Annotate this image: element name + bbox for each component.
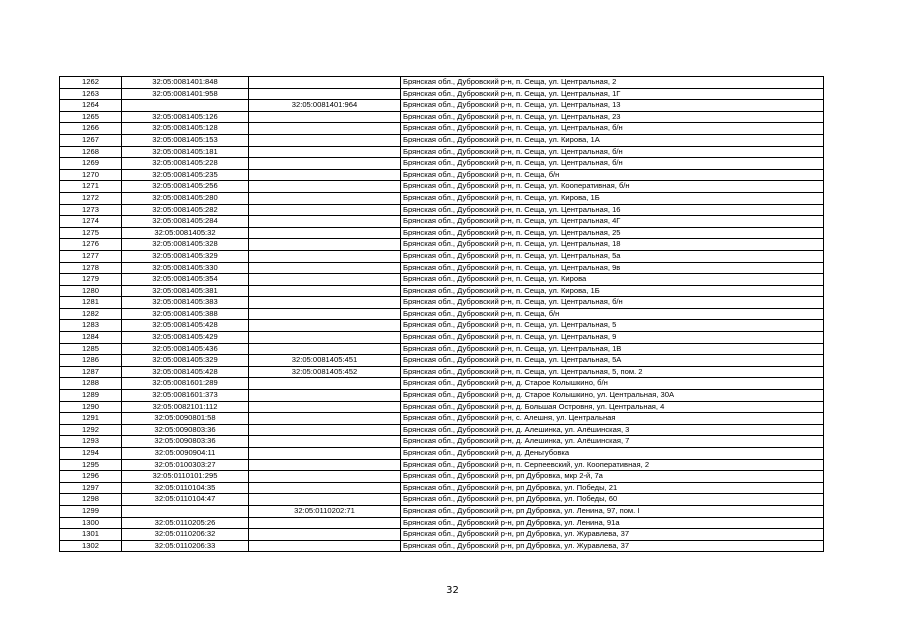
table-row [60,343,824,355]
cadastral-number-cell [122,100,249,112]
address-cell: Брянская обл., Дубровский р-н, п. Сеща, ул. Кирова, 1А [401,134,824,146]
row-number-cell: 1264 [60,100,122,112]
second-cadastral-number-cell [249,169,401,181]
address-cell: Брянская обл., Дубровский р-н, рп Дубровка, ул. Ленина, 91а [401,517,824,529]
cadastral-number-cell: 32:05:0081405:235 [122,169,249,181]
second-cadastral-number-cell: 32:05:0081401:964 [249,100,401,112]
second-cadastral-number-cell [249,448,401,460]
address-cell: Брянская обл., Дубровский р-н, д. Алешинка, ул. Алёшинская, 3 [401,424,824,436]
second-cadastral-number-cell [249,123,401,135]
second-cadastral-number-cell [249,540,401,552]
table-row [60,77,824,89]
table-row [60,517,824,529]
second-cadastral-number-cell [249,274,401,286]
table-row [60,494,824,506]
second-cadastral-number-cell [249,88,401,100]
second-cadastral-number-cell [249,482,401,494]
address-cell: Брянская обл., Дубровский р-н, п. Сеща, ул. Центральная, 1Г [401,88,824,100]
address-cell: Брянская обл., Дубровский р-н, п. Сеща, ул. Кирова [401,274,824,286]
table-row [60,424,824,436]
cadastral-number-cell: 32:05:0090803:36 [122,436,249,448]
table-row [60,390,824,402]
table-row [60,320,824,332]
table-row [60,332,824,344]
row-number-cell: 1300 [60,517,122,529]
address-cell: Брянская обл., Дубровский р-н, п. Сеща, ул. Центральная, б/н [401,297,824,309]
row-number-cell: 1294 [60,448,122,460]
cadastral-number-cell: 32:05:0081405:328 [122,239,249,251]
row-number-cell: 1299 [60,505,122,517]
address-cell: Брянская обл., Дубровский р-н, п. Сеща, ул. Центральная, 9в [401,262,824,274]
table-row [60,274,824,286]
second-cadastral-number-cell [249,436,401,448]
table-row [60,540,824,552]
address-cell: Брянская обл., Дубровский р-н, рп Дубровка, ул. Победы, 60 [401,494,824,506]
row-number-cell: 1281 [60,297,122,309]
row-number-cell: 1273 [60,204,122,216]
row-number-cell: 1285 [60,343,122,355]
address-cell: Брянская обл., Дубровский р-н, п. Сеща, ул. Центральная, 23 [401,111,824,123]
cadastral-number-cell: 32:05:0081405:354 [122,274,249,286]
row-number-cell: 1265 [60,111,122,123]
cadastral-number-cell: 32:05:0081405:329 [122,250,249,262]
table-row [60,134,824,146]
row-number-cell: 1262 [60,77,122,89]
cadastral-number-cell: 32:05:0110104:47 [122,494,249,506]
table-row [60,239,824,251]
table-row [60,216,824,228]
address-cell: Брянская обл., Дубровский р-н, п. Сеща, ул. Кирова, 1Б [401,192,824,204]
second-cadastral-number-cell [249,192,401,204]
cadastral-number-cell: 32:05:0081405:383 [122,297,249,309]
address-cell: Брянская обл., Дубровский р-н, п. Сеща, ул. Центральная, б/н [401,158,824,170]
row-number-cell: 1263 [60,88,122,100]
row-number-cell: 1301 [60,529,122,541]
row-number-cell: 1288 [60,378,122,390]
cadastral-number-cell: 32:05:0081405:128 [122,123,249,135]
row-number-cell: 1279 [60,274,122,286]
row-number-cell: 1276 [60,239,122,251]
cadastral-number-cell: 32:05:0081405:126 [122,111,249,123]
address-cell: Брянская обл., Дубровский р-н, рп Дубровка, мкр 2-й, 7а [401,471,824,483]
second-cadastral-number-cell [249,239,401,251]
cadastral-number-cell: 32:05:0081405:428 [122,320,249,332]
cadastral-number-cell: 32:05:0081405:181 [122,146,249,158]
row-number-cell: 1278 [60,262,122,274]
address-cell: Брянская обл., Дубровский р-н, д. Большая Островня, ул. Центральная, 4 [401,401,824,413]
address-cell: Брянская обл., Дубровский р-н, п. Сеща, б/н [401,169,824,181]
second-cadastral-number-cell [249,250,401,262]
cadastral-number-cell: 32:05:0082101:112 [122,401,249,413]
address-cell: Брянская обл., Дубровский р-н, п. Сеща, ул. Центральная, 13 [401,100,824,112]
second-cadastral-number-cell [249,494,401,506]
table-row [60,448,824,460]
row-number-cell: 1293 [60,436,122,448]
second-cadastral-number-cell [249,285,401,297]
row-number-cell: 1269 [60,158,122,170]
table-row [60,227,824,239]
row-number-cell: 1292 [60,424,122,436]
second-cadastral-number-cell [249,424,401,436]
table-row [60,459,824,471]
table-row [60,285,824,297]
page-number: 32 [446,585,459,596]
address-cell: Брянская обл., Дубровский р-н, п. Сеща, ул. Центральная, 16 [401,204,824,216]
cadastral-number-cell: 32:05:0081405:428 [122,366,249,378]
cadastral-number-cell: 32:05:0081405:32 [122,227,249,239]
table-row [60,471,824,483]
address-cell: Брянская обл., Дубровский р-н, рп Дубровка, ул. Победы, 21 [401,482,824,494]
address-cell: Брянская обл., Дубровский р-н, д. Алешинка, ул. Алёшинская, 7 [401,436,824,448]
table-row [60,505,824,517]
second-cadastral-number-cell [249,216,401,228]
table-row [60,482,824,494]
table-row [60,204,824,216]
table-row [60,181,824,193]
row-number-cell: 1271 [60,181,122,193]
address-cell: Брянская обл., Дубровский р-н, п. Сеща, б/н [401,308,824,320]
table-body [60,77,824,552]
second-cadastral-number-cell [249,297,401,309]
second-cadastral-number-cell [249,77,401,89]
address-cell: Брянская обл., Дубровский р-н, с. Алешня, ул. Центральная [401,413,824,425]
address-cell: Брянская обл., Дубровский р-н, рп Дубровка, ул. Журавлева, 37 [401,540,824,552]
cadastral-number-cell: 32:05:0081601:373 [122,390,249,402]
row-number-cell: 1274 [60,216,122,228]
table-row [60,529,824,541]
table-row [60,436,824,448]
second-cadastral-number-cell [249,158,401,170]
address-cell: Брянская обл., Дубровский р-н, д. Старое Колышкино, б/н [401,378,824,390]
row-number-cell: 1267 [60,134,122,146]
table-row [60,378,824,390]
address-cell: Брянская обл., Дубровский р-н, п. Сеща, ул. Центральная, 25 [401,227,824,239]
table-row [60,123,824,135]
table-row [60,111,824,123]
address-cell: Брянская обл., Дубровский р-н, п. Сеща, ул. Центральная, 5 [401,320,824,332]
cadastral-number-cell: 32:05:0081405:388 [122,308,249,320]
second-cadastral-number-cell [249,390,401,402]
row-number-cell: 1286 [60,355,122,367]
second-cadastral-number-cell [249,401,401,413]
address-cell: Брянская обл., Дубровский р-н, п. Серпеевский, ул. Кооперативная, 2 [401,459,824,471]
row-number-cell: 1296 [60,471,122,483]
table-row [60,297,824,309]
address-cell: Брянская обл., Дубровский р-н, п. Сеща, ул. Центральная, 18 [401,239,824,251]
row-number-cell: 1284 [60,332,122,344]
address-cell: Брянская обл., Дубровский р-н, д. Деньгубовка [401,448,824,460]
table-row [60,250,824,262]
address-cell: Брянская обл., Дубровский р-н, п. Сеща, ул. Центральная, 2 [401,77,824,89]
address-cell: Брянская обл., Дубровский р-н, п. Сеща, ул. Центральная, 5а [401,250,824,262]
address-cell: Брянская обл., Дубровский р-н, п. Сеща, ул. Центральная, б/н [401,146,824,158]
second-cadastral-number-cell [249,134,401,146]
table-row [60,158,824,170]
second-cadastral-number-cell [249,517,401,529]
cadastral-number-cell: 32:05:0081405:153 [122,134,249,146]
table-row [60,413,824,425]
cadastral-number-cell: 32:05:0081401:848 [122,77,249,89]
cadastral-number-cell: 32:05:0081405:228 [122,158,249,170]
cadastral-number-cell: 32:05:0081405:256 [122,181,249,193]
cadastral-number-cell: 32:05:0081405:280 [122,192,249,204]
row-number-cell: 1283 [60,320,122,332]
row-number-cell: 1272 [60,192,122,204]
table-row [60,169,824,181]
cadastral-number-cell: 32:05:0110104:35 [122,482,249,494]
cadastral-number-cell: 32:05:0081405:381 [122,285,249,297]
table-row [60,308,824,320]
row-number-cell: 1298 [60,494,122,506]
table-row [60,355,824,367]
table-row [60,88,824,100]
row-number-cell: 1287 [60,366,122,378]
cadastral-number-cell [122,505,249,517]
table-row [60,100,824,112]
row-number-cell: 1302 [60,540,122,552]
address-cell: Брянская обл., Дубровский р-н, п. Сеща, ул. Кирова, 1Б [401,285,824,297]
cadastral-number-cell: 32:05:0110101:295 [122,471,249,483]
second-cadastral-number-cell [249,459,401,471]
address-cell: Брянская обл., Дубровский р-н, п. Сеща, ул. Центральная, 4Г [401,216,824,228]
row-number-cell: 1282 [60,308,122,320]
row-number-cell: 1266 [60,123,122,135]
second-cadastral-number-cell [249,471,401,483]
second-cadastral-number-cell: 32:05:0110202:71 [249,505,401,517]
row-number-cell: 1280 [60,285,122,297]
cadastral-number-cell: 32:05:0090803:36 [122,424,249,436]
cadastral-number-cell: 32:05:0081405:284 [122,216,249,228]
table-row [60,401,824,413]
address-cell: Брянская обл., Дубровский р-н, п. Сеща, ул. Кооперативная, б/н [401,181,824,193]
second-cadastral-number-cell: 32:05:0081405:452 [249,366,401,378]
address-cell: Брянская обл., Дубровский р-н, д. Старое Колышкино, ул. Центральная, 30А [401,390,824,402]
second-cadastral-number-cell [249,378,401,390]
row-number-cell: 1277 [60,250,122,262]
table-row [60,192,824,204]
address-cell: Брянская обл., Дубровский р-н, п. Сеща, ул. Центральная, 5, пом. 2 [401,366,824,378]
cadastral-number-cell: 32:05:0110206:33 [122,540,249,552]
row-number-cell: 1268 [60,146,122,158]
second-cadastral-number-cell [249,181,401,193]
cadastral-number-cell: 32:05:0110205:26 [122,517,249,529]
cadastral-number-cell: 32:05:0081405:436 [122,343,249,355]
address-cell: Брянская обл., Дубровский р-н, п. Сеща, ул. Центральная, 9 [401,332,824,344]
second-cadastral-number-cell: 32:05:0081405:451 [249,355,401,367]
row-number-cell: 1295 [60,459,122,471]
table-row [60,366,824,378]
table-row [60,146,824,158]
second-cadastral-number-cell [249,343,401,355]
second-cadastral-number-cell [249,146,401,158]
cadastral-number-cell: 32:05:0081401:958 [122,88,249,100]
cadastral-number-cell: 32:05:0110206:32 [122,529,249,541]
address-cell: Брянская обл., Дубровский р-н, рп Дубровка, ул. Ленина, 97, пом. I [401,505,824,517]
cadastral-number-cell: 32:05:0090904:11 [122,448,249,460]
cadastral-number-cell: 32:05:0100303:27 [122,459,249,471]
address-cell: Брянская обл., Дубровский р-н, п. Сеща, ул. Центральная, б/н [401,123,824,135]
address-cell: Брянская обл., Дубровский р-н, рп Дубровка, ул. Журавлева, 37 [401,529,824,541]
row-number-cell: 1270 [60,169,122,181]
second-cadastral-number-cell [249,320,401,332]
property-register-table [59,76,824,552]
second-cadastral-number-cell [249,529,401,541]
table-row [60,262,824,274]
address-cell: Брянская обл., Дубровский р-н, п. Сеща, ул. Центральная, 1В [401,343,824,355]
address-cell: Брянская обл., Дубровский р-н, п. Сеща, ул. Центральная, 5А [401,355,824,367]
cadastral-number-cell: 32:05:0081405:282 [122,204,249,216]
cadastral-number-cell: 32:05:0081405:330 [122,262,249,274]
second-cadastral-number-cell [249,227,401,239]
row-number-cell: 1290 [60,401,122,413]
second-cadastral-number-cell [249,204,401,216]
cadastral-number-cell: 32:05:0081405:429 [122,332,249,344]
row-number-cell: 1291 [60,413,122,425]
second-cadastral-number-cell [249,111,401,123]
second-cadastral-number-cell [249,332,401,344]
second-cadastral-number-cell [249,413,401,425]
cadastral-number-cell: 32:05:0081405:329 [122,355,249,367]
row-number-cell: 1297 [60,482,122,494]
cadastral-number-cell: 32:05:0090801:58 [122,413,249,425]
second-cadastral-number-cell [249,262,401,274]
row-number-cell: 1289 [60,390,122,402]
second-cadastral-number-cell [249,308,401,320]
row-number-cell: 1275 [60,227,122,239]
cadastral-number-cell: 32:05:0081601:289 [122,378,249,390]
